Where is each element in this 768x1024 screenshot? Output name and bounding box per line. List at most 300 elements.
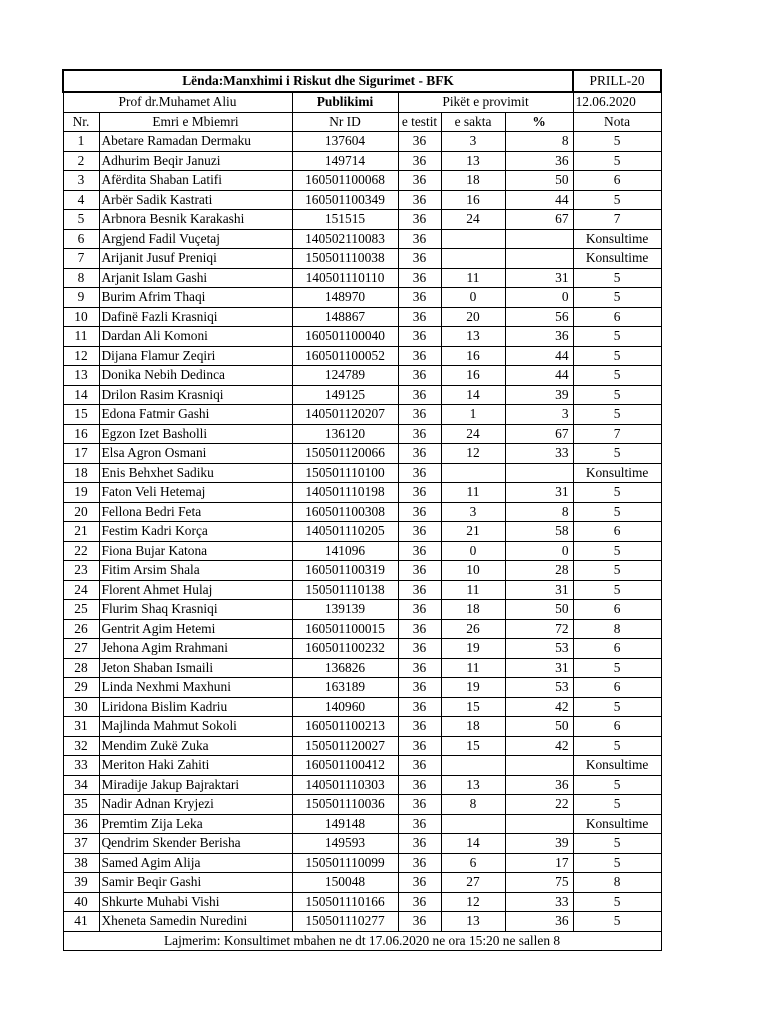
cell-nr: 19 bbox=[63, 483, 99, 503]
cell-percent: 58 bbox=[505, 522, 573, 542]
cell-student-id: 149714 bbox=[292, 151, 398, 171]
cell-student-name: Arjanit Islam Gashi bbox=[99, 268, 292, 288]
cell-grade: 8 bbox=[573, 873, 661, 893]
cell-student-id: 150501110038 bbox=[292, 249, 398, 269]
cell-student-name: Miradije Jakup Bajraktari bbox=[99, 775, 292, 795]
cell-test-points: 36 bbox=[398, 229, 441, 249]
cell-student-id: 140501110198 bbox=[292, 483, 398, 503]
cell-percent: 56 bbox=[505, 307, 573, 327]
professor-name: Prof dr.Muhamet Aliu bbox=[63, 92, 292, 112]
cell-student-id: 151515 bbox=[292, 210, 398, 230]
table-row bbox=[63, 873, 661, 893]
cell-grade: 5 bbox=[573, 892, 661, 912]
cell-correct-points bbox=[441, 249, 505, 269]
col-header-id: Nr ID bbox=[292, 112, 398, 132]
cell-student-id: 150501110036 bbox=[292, 795, 398, 815]
cell-correct-points bbox=[441, 814, 505, 834]
cell-percent: 44 bbox=[505, 366, 573, 386]
cell-percent: 22 bbox=[505, 795, 573, 815]
cell-student-name: Dafinë Fazli Krasniqi bbox=[99, 307, 292, 327]
cell-student-id: 139139 bbox=[292, 600, 398, 620]
cell-student-name: Arbnora Besnik Karakashi bbox=[99, 210, 292, 230]
cell-percent: 33 bbox=[505, 444, 573, 464]
cell-correct-points: 11 bbox=[441, 268, 505, 288]
cell-student-id: 163189 bbox=[292, 678, 398, 698]
cell-nr: 14 bbox=[63, 385, 99, 405]
cell-percent bbox=[505, 756, 573, 776]
cell-test-points: 36 bbox=[398, 834, 441, 854]
cell-student-name: Qendrim Skender Berisha bbox=[99, 834, 292, 854]
table-row bbox=[63, 210, 661, 230]
cell-student-name: Liridona Bislim Kadriu bbox=[99, 697, 292, 717]
table-row bbox=[63, 795, 661, 815]
cell-student-name: Donika Nebih Dedinca bbox=[99, 366, 292, 386]
cell-student-id: 150501120066 bbox=[292, 444, 398, 464]
cell-test-points: 36 bbox=[398, 580, 441, 600]
cell-test-points: 36 bbox=[398, 775, 441, 795]
cell-grade: 5 bbox=[573, 580, 661, 600]
cell-correct-points: 20 bbox=[441, 307, 505, 327]
cell-correct-points: 13 bbox=[441, 327, 505, 347]
cell-percent: 33 bbox=[505, 892, 573, 912]
cell-test-points: 36 bbox=[398, 522, 441, 542]
table-row bbox=[63, 483, 661, 503]
table-row bbox=[63, 834, 661, 854]
table-row bbox=[63, 444, 661, 464]
cell-correct-points: 16 bbox=[441, 346, 505, 366]
cell-student-id: 150501120027 bbox=[292, 736, 398, 756]
table-row bbox=[63, 249, 661, 269]
cell-correct-points: 16 bbox=[441, 190, 505, 210]
cell-student-name: Nadir Adnan Kryjezi bbox=[99, 795, 292, 815]
cell-nr: 37 bbox=[63, 834, 99, 854]
cell-correct-points: 24 bbox=[441, 424, 505, 444]
table-row bbox=[63, 814, 661, 834]
cell-grade: Konsultime bbox=[573, 229, 661, 249]
cell-student-name: Dijana Flamur Zeqiri bbox=[99, 346, 292, 366]
cell-test-points: 36 bbox=[398, 912, 441, 932]
cell-grade: 5 bbox=[573, 658, 661, 678]
cell-student-name: Adhurim Beqir Januzi bbox=[99, 151, 292, 171]
cell-grade: 5 bbox=[573, 834, 661, 854]
cell-nr: 3 bbox=[63, 171, 99, 191]
cell-test-points: 36 bbox=[398, 424, 441, 444]
cell-correct-points: 14 bbox=[441, 834, 505, 854]
cell-percent: 39 bbox=[505, 385, 573, 405]
table-row bbox=[63, 658, 661, 678]
table-row bbox=[63, 639, 661, 659]
table-row bbox=[63, 541, 661, 561]
cell-grade: 6 bbox=[573, 307, 661, 327]
cell-test-points: 36 bbox=[398, 268, 441, 288]
table-row bbox=[63, 892, 661, 912]
cell-correct-points: 13 bbox=[441, 151, 505, 171]
col-header-name: Emri e Mbiemri bbox=[99, 112, 292, 132]
cell-correct-points: 21 bbox=[441, 522, 505, 542]
cell-grade: Konsultime bbox=[573, 814, 661, 834]
table-row bbox=[63, 307, 661, 327]
cell-percent: 42 bbox=[505, 697, 573, 717]
cell-student-name: Dardan Ali Komoni bbox=[99, 327, 292, 347]
cell-percent: 31 bbox=[505, 483, 573, 503]
cell-grade: 6 bbox=[573, 678, 661, 698]
cell-nr: 31 bbox=[63, 717, 99, 737]
cell-test-points: 36 bbox=[398, 483, 441, 503]
cell-test-points: 36 bbox=[398, 151, 441, 171]
cell-correct-points: 19 bbox=[441, 639, 505, 659]
cell-grade: 5 bbox=[573, 541, 661, 561]
cell-student-id: 150501110277 bbox=[292, 912, 398, 932]
cell-nr: 18 bbox=[63, 463, 99, 483]
cell-test-points: 36 bbox=[398, 190, 441, 210]
cell-nr: 34 bbox=[63, 775, 99, 795]
cell-grade: 5 bbox=[573, 502, 661, 522]
cell-student-id: 136120 bbox=[292, 424, 398, 444]
cell-percent: 36 bbox=[505, 912, 573, 932]
cell-percent bbox=[505, 249, 573, 269]
cell-student-id: 150048 bbox=[292, 873, 398, 893]
cell-student-name: Jeton Shaban Ismaili bbox=[99, 658, 292, 678]
cell-nr: 6 bbox=[63, 229, 99, 249]
cell-nr: 13 bbox=[63, 366, 99, 386]
cell-student-name: Jehona Agim Rrahmani bbox=[99, 639, 292, 659]
cell-student-id: 160501100232 bbox=[292, 639, 398, 659]
cell-student-id: 160501100319 bbox=[292, 561, 398, 581]
cell-grade: Konsultime bbox=[573, 249, 661, 269]
table-row bbox=[63, 190, 661, 210]
cell-grade: 8 bbox=[573, 619, 661, 639]
cell-nr: 20 bbox=[63, 502, 99, 522]
cell-student-name: Shkurte Muhabi Vishi bbox=[99, 892, 292, 912]
cell-correct-points: 15 bbox=[441, 697, 505, 717]
cell-nr: 23 bbox=[63, 561, 99, 581]
cell-grade: 5 bbox=[573, 444, 661, 464]
cell-percent: 36 bbox=[505, 327, 573, 347]
cell-correct-points: 12 bbox=[441, 892, 505, 912]
cell-student-name: Meriton Haki Zahiti bbox=[99, 756, 292, 776]
cell-grade: 6 bbox=[573, 600, 661, 620]
cell-nr: 35 bbox=[63, 795, 99, 815]
cell-percent: 50 bbox=[505, 600, 573, 620]
cell-nr: 1 bbox=[63, 132, 99, 152]
cell-test-points: 36 bbox=[398, 639, 441, 659]
cell-test-points: 36 bbox=[398, 327, 441, 347]
cell-correct-points: 27 bbox=[441, 873, 505, 893]
cell-test-points: 36 bbox=[398, 385, 441, 405]
table-row bbox=[63, 385, 661, 405]
cell-student-id: 137604 bbox=[292, 132, 398, 152]
cell-percent: 36 bbox=[505, 151, 573, 171]
table-row bbox=[63, 775, 661, 795]
cell-grade: 5 bbox=[573, 736, 661, 756]
cell-student-name: Faton Veli Hetemaj bbox=[99, 483, 292, 503]
cell-correct-points: 26 bbox=[441, 619, 505, 639]
cell-test-points: 36 bbox=[398, 697, 441, 717]
cell-nr: 9 bbox=[63, 288, 99, 308]
cell-grade: 5 bbox=[573, 151, 661, 171]
cell-correct-points: 18 bbox=[441, 600, 505, 620]
cell-student-id: 148867 bbox=[292, 307, 398, 327]
cell-test-points: 36 bbox=[398, 717, 441, 737]
cell-percent: 0 bbox=[505, 288, 573, 308]
cell-student-id: 149125 bbox=[292, 385, 398, 405]
cell-nr: 7 bbox=[63, 249, 99, 269]
col-header-percent: % bbox=[505, 112, 573, 132]
cell-grade: 5 bbox=[573, 853, 661, 873]
exam-period: PRILL-20 bbox=[573, 70, 661, 92]
results-table bbox=[62, 69, 662, 951]
table-row bbox=[63, 268, 661, 288]
cell-percent: 44 bbox=[505, 190, 573, 210]
publish-label: Publikimi bbox=[292, 92, 398, 112]
cell-correct-points bbox=[441, 229, 505, 249]
cell-test-points: 36 bbox=[398, 892, 441, 912]
table-row bbox=[63, 912, 661, 932]
cell-test-points: 36 bbox=[398, 463, 441, 483]
table-row bbox=[63, 600, 661, 620]
cell-student-id: 148970 bbox=[292, 288, 398, 308]
cell-student-id: 140501110110 bbox=[292, 268, 398, 288]
cell-correct-points: 11 bbox=[441, 580, 505, 600]
cell-grade: 5 bbox=[573, 912, 661, 932]
cell-correct-points: 6 bbox=[441, 853, 505, 873]
cell-correct-points: 10 bbox=[441, 561, 505, 581]
exam-points-label: Pikët e provimit bbox=[398, 92, 573, 112]
cell-student-name: Majlinda Mahmut Sokoli bbox=[99, 717, 292, 737]
cell-percent: 75 bbox=[505, 873, 573, 893]
cell-nr: 29 bbox=[63, 678, 99, 698]
cell-grade: 5 bbox=[573, 190, 661, 210]
cell-percent bbox=[505, 463, 573, 483]
course-title: Lënda:Manxhimi i Riskut dhe Sigurimet - BFK bbox=[63, 70, 573, 92]
cell-correct-points: 0 bbox=[441, 288, 505, 308]
cell-percent: 67 bbox=[505, 210, 573, 230]
table-row bbox=[63, 132, 661, 152]
cell-grade: 5 bbox=[573, 561, 661, 581]
cell-student-name: Premtim Zija Leka bbox=[99, 814, 292, 834]
cell-student-name: Mendim Zukë Zuka bbox=[99, 736, 292, 756]
cell-correct-points: 11 bbox=[441, 658, 505, 678]
cell-student-id: 160501100040 bbox=[292, 327, 398, 347]
cell-student-id: 140502110083 bbox=[292, 229, 398, 249]
cell-student-name: Fiona Bujar Katona bbox=[99, 541, 292, 561]
col-header-test: e testit bbox=[398, 112, 441, 132]
cell-student-id: 160501100213 bbox=[292, 717, 398, 737]
cell-test-points: 36 bbox=[398, 171, 441, 191]
cell-grade: 6 bbox=[573, 717, 661, 737]
cell-student-id: 149593 bbox=[292, 834, 398, 854]
table-row bbox=[63, 327, 661, 347]
cell-nr: 17 bbox=[63, 444, 99, 464]
cell-student-name: Linda Nexhmi Maxhuni bbox=[99, 678, 292, 698]
cell-correct-points: 24 bbox=[441, 210, 505, 230]
cell-correct-points: 18 bbox=[441, 717, 505, 737]
cell-test-points: 36 bbox=[398, 600, 441, 620]
cell-percent bbox=[505, 229, 573, 249]
cell-grade: 6 bbox=[573, 639, 661, 659]
cell-grade: 6 bbox=[573, 171, 661, 191]
col-header-nr: Nr. bbox=[63, 112, 99, 132]
cell-percent: 3 bbox=[505, 405, 573, 425]
cell-nr: 21 bbox=[63, 522, 99, 542]
cell-student-name: Festim Kadri Korça bbox=[99, 522, 292, 542]
cell-student-id: 160501100015 bbox=[292, 619, 398, 639]
cell-percent: 67 bbox=[505, 424, 573, 444]
cell-grade: 5 bbox=[573, 327, 661, 347]
cell-test-points: 36 bbox=[398, 346, 441, 366]
cell-test-points: 36 bbox=[398, 249, 441, 269]
cell-student-name: Edona Fatmir Gashi bbox=[99, 405, 292, 425]
cell-grade: 5 bbox=[573, 775, 661, 795]
table-row bbox=[63, 229, 661, 249]
cell-student-id: 150501110099 bbox=[292, 853, 398, 873]
cell-percent: 17 bbox=[505, 853, 573, 873]
cell-grade: Konsultime bbox=[573, 756, 661, 776]
table-row bbox=[63, 853, 661, 873]
cell-test-points: 36 bbox=[398, 736, 441, 756]
cell-correct-points: 3 bbox=[441, 132, 505, 152]
cell-grade: 5 bbox=[573, 385, 661, 405]
cell-percent: 53 bbox=[505, 678, 573, 698]
table-row bbox=[63, 717, 661, 737]
cell-nr: 32 bbox=[63, 736, 99, 756]
col-header-correct: e sakta bbox=[441, 112, 505, 132]
cell-student-id: 140501110303 bbox=[292, 775, 398, 795]
cell-nr: 39 bbox=[63, 873, 99, 893]
cell-student-id: 160501100349 bbox=[292, 190, 398, 210]
cell-grade: 5 bbox=[573, 132, 661, 152]
cell-correct-points: 12 bbox=[441, 444, 505, 464]
cell-percent: 50 bbox=[505, 171, 573, 191]
table-row bbox=[63, 502, 661, 522]
cell-percent: 50 bbox=[505, 717, 573, 737]
cell-test-points: 36 bbox=[398, 307, 441, 327]
cell-nr: 41 bbox=[63, 912, 99, 932]
cell-student-id: 149148 bbox=[292, 814, 398, 834]
cell-percent: 39 bbox=[505, 834, 573, 854]
cell-correct-points bbox=[441, 756, 505, 776]
cell-student-name: Gentrit Agim Hetemi bbox=[99, 619, 292, 639]
cell-nr: 11 bbox=[63, 327, 99, 347]
cell-nr: 15 bbox=[63, 405, 99, 425]
cell-percent: 31 bbox=[505, 580, 573, 600]
cell-student-name: Xheneta Samedin Nuredini bbox=[99, 912, 292, 932]
cell-correct-points: 0 bbox=[441, 541, 505, 561]
table-row bbox=[63, 424, 661, 444]
cell-nr: 25 bbox=[63, 600, 99, 620]
table-row bbox=[63, 619, 661, 639]
cell-student-id: 160501100052 bbox=[292, 346, 398, 366]
cell-percent: 42 bbox=[505, 736, 573, 756]
cell-percent: 28 bbox=[505, 561, 573, 581]
cell-student-id: 140501110205 bbox=[292, 522, 398, 542]
cell-student-id: 160501100308 bbox=[292, 502, 398, 522]
cell-percent: 53 bbox=[505, 639, 573, 659]
cell-test-points: 36 bbox=[398, 444, 441, 464]
cell-student-id: 140501120207 bbox=[292, 405, 398, 425]
table-row bbox=[63, 171, 661, 191]
cell-correct-points: 19 bbox=[441, 678, 505, 698]
cell-correct-points: 18 bbox=[441, 171, 505, 191]
table-row bbox=[63, 288, 661, 308]
cell-test-points: 36 bbox=[398, 366, 441, 386]
cell-correct-points: 1 bbox=[441, 405, 505, 425]
cell-grade: 5 bbox=[573, 268, 661, 288]
table-row bbox=[63, 678, 661, 698]
cell-test-points: 36 bbox=[398, 541, 441, 561]
cell-grade: 5 bbox=[573, 697, 661, 717]
cell-student-id: 150501110100 bbox=[292, 463, 398, 483]
cell-percent: 8 bbox=[505, 132, 573, 152]
publish-date: 12.06.2020 bbox=[573, 92, 661, 112]
cell-student-name: Burim Afrim Thaqi bbox=[99, 288, 292, 308]
cell-percent: 36 bbox=[505, 775, 573, 795]
cell-student-name: Flurim Shaq Krasniqi bbox=[99, 600, 292, 620]
cell-grade: 6 bbox=[573, 522, 661, 542]
cell-test-points: 36 bbox=[398, 561, 441, 581]
cell-student-name: Elsa Agron Osmani bbox=[99, 444, 292, 464]
cell-test-points: 36 bbox=[398, 658, 441, 678]
cell-nr: 26 bbox=[63, 619, 99, 639]
cell-correct-points: 16 bbox=[441, 366, 505, 386]
cell-test-points: 36 bbox=[398, 210, 441, 230]
table-row bbox=[63, 463, 661, 483]
cell-nr: 8 bbox=[63, 268, 99, 288]
cell-percent: 72 bbox=[505, 619, 573, 639]
cell-student-name: Florent Ahmet Hulaj bbox=[99, 580, 292, 600]
table-row bbox=[63, 405, 661, 425]
table-row bbox=[63, 151, 661, 171]
cell-test-points: 36 bbox=[398, 756, 441, 776]
cell-test-points: 36 bbox=[398, 814, 441, 834]
cell-nr: 28 bbox=[63, 658, 99, 678]
cell-nr: 10 bbox=[63, 307, 99, 327]
cell-student-id: 140960 bbox=[292, 697, 398, 717]
cell-correct-points: 13 bbox=[441, 912, 505, 932]
cell-student-name: Arbër Sadik Kastrati bbox=[99, 190, 292, 210]
cell-student-name: Samir Beqir Gashi bbox=[99, 873, 292, 893]
cell-test-points: 36 bbox=[398, 873, 441, 893]
cell-student-name: Arijanit Jusuf Preniqi bbox=[99, 249, 292, 269]
cell-percent: 31 bbox=[505, 658, 573, 678]
cell-student-id: 136826 bbox=[292, 658, 398, 678]
cell-grade: 5 bbox=[573, 288, 661, 308]
cell-nr: 30 bbox=[63, 697, 99, 717]
cell-correct-points: 11 bbox=[441, 483, 505, 503]
cell-percent: 31 bbox=[505, 268, 573, 288]
cell-student-id: 150501110166 bbox=[292, 892, 398, 912]
cell-student-id: 160501100412 bbox=[292, 756, 398, 776]
cell-student-name: Enis Behxhet Sadiku bbox=[99, 463, 292, 483]
cell-student-name: Samed Agim Alija bbox=[99, 853, 292, 873]
cell-grade: 7 bbox=[573, 424, 661, 444]
cell-grade: 5 bbox=[573, 795, 661, 815]
cell-grade: 5 bbox=[573, 405, 661, 425]
cell-test-points: 36 bbox=[398, 678, 441, 698]
cell-test-points: 36 bbox=[398, 853, 441, 873]
cell-correct-points: 15 bbox=[441, 736, 505, 756]
cell-student-name: Fellona Bedri Feta bbox=[99, 502, 292, 522]
cell-nr: 36 bbox=[63, 814, 99, 834]
cell-grade: 5 bbox=[573, 483, 661, 503]
cell-test-points: 36 bbox=[398, 132, 441, 152]
cell-nr: 24 bbox=[63, 580, 99, 600]
cell-grade: 5 bbox=[573, 346, 661, 366]
cell-test-points: 36 bbox=[398, 795, 441, 815]
cell-student-id: 141096 bbox=[292, 541, 398, 561]
cell-grade: 5 bbox=[573, 366, 661, 386]
cell-student-name: Argjend Fadil Vuçetaj bbox=[99, 229, 292, 249]
